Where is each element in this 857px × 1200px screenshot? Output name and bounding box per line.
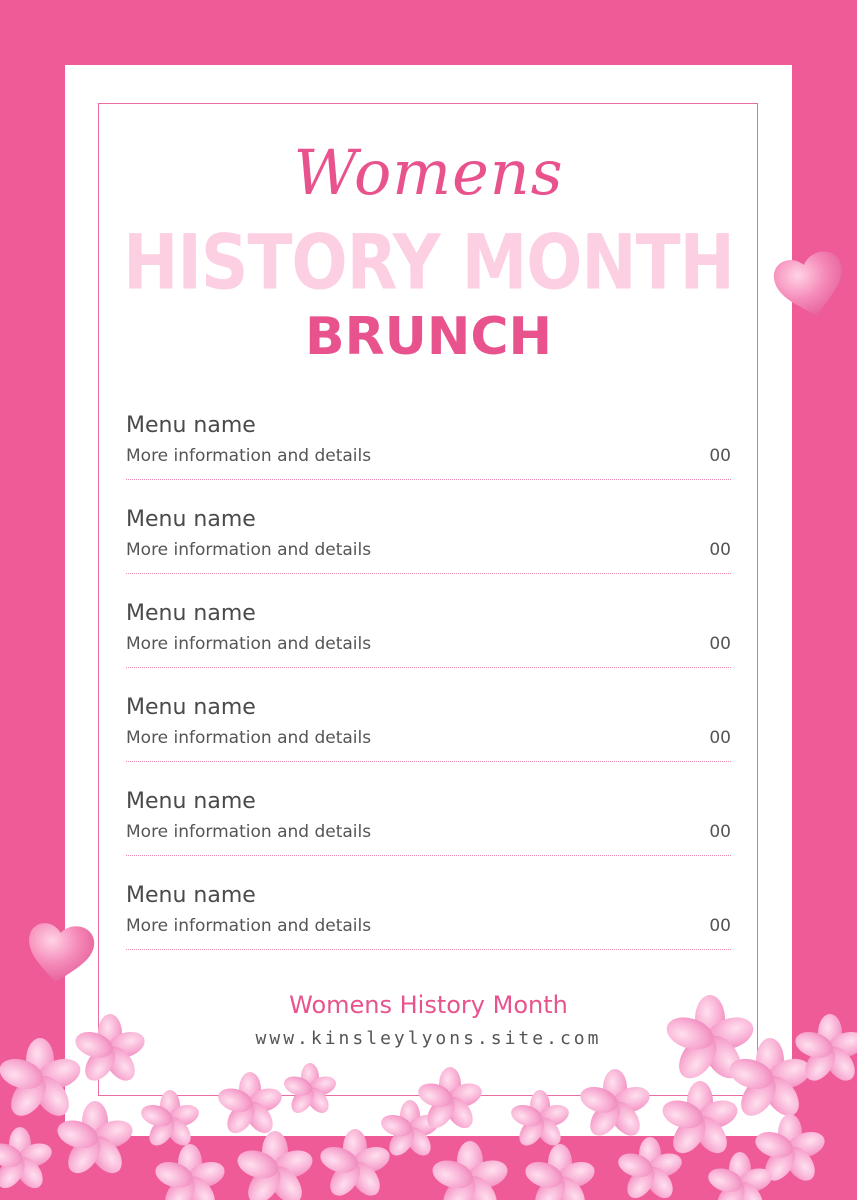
menu-item-details: More information and details: [126, 916, 372, 936]
menu-item: [126, 597, 731, 691]
menu-item-name: Menu name: [126, 789, 256, 814]
menu-item-details: More information and details: [126, 540, 372, 560]
menu-divider: [126, 855, 731, 856]
heart-icon: [22, 916, 98, 988]
menu-item-details: More information and details: [126, 634, 372, 654]
title-script: Womens: [293, 136, 564, 209]
heart-icon: [770, 248, 850, 320]
title-brunch: BRUNCH: [304, 307, 553, 367]
menu-item: [126, 409, 731, 503]
menu-item: [126, 691, 731, 785]
menu-item-details: More information and details: [126, 822, 372, 842]
menu-item-name: Menu name: [126, 695, 256, 720]
footer-event-name: Womens History Month: [289, 991, 568, 1019]
menu-item-name: Menu name: [126, 601, 256, 626]
menu-item-name: Menu name: [126, 413, 256, 438]
title-history-month: HISTORY MONTH: [123, 218, 734, 307]
menu-divider: [126, 667, 731, 668]
menu-item-price: 00: [709, 728, 731, 748]
menu-item: [126, 785, 731, 879]
menu-divider: [126, 573, 731, 574]
menu-item-details: More information and details: [126, 728, 372, 748]
menu-item: [126, 503, 731, 597]
menu-item-price: 00: [709, 634, 731, 654]
flower-decoration: [0, 990, 857, 1200]
menu-item-price: 00: [709, 916, 731, 936]
flower-icon: [0, 995, 857, 1200]
menu-divider: [126, 479, 731, 480]
menu-item: [126, 879, 731, 973]
menu-item-name: Menu name: [126, 883, 256, 908]
footer-website: www.kinsleylyons.site.com: [255, 1028, 602, 1049]
menu-item-name: Menu name: [126, 507, 256, 532]
menu-item-price: 00: [709, 540, 731, 560]
menu-divider: [126, 949, 731, 950]
menu-list: [126, 409, 731, 973]
menu-item-price: 00: [709, 822, 731, 842]
menu-divider: [126, 761, 731, 762]
menu-item-price: 00: [709, 446, 731, 466]
menu-item-details: More information and details: [126, 446, 372, 466]
